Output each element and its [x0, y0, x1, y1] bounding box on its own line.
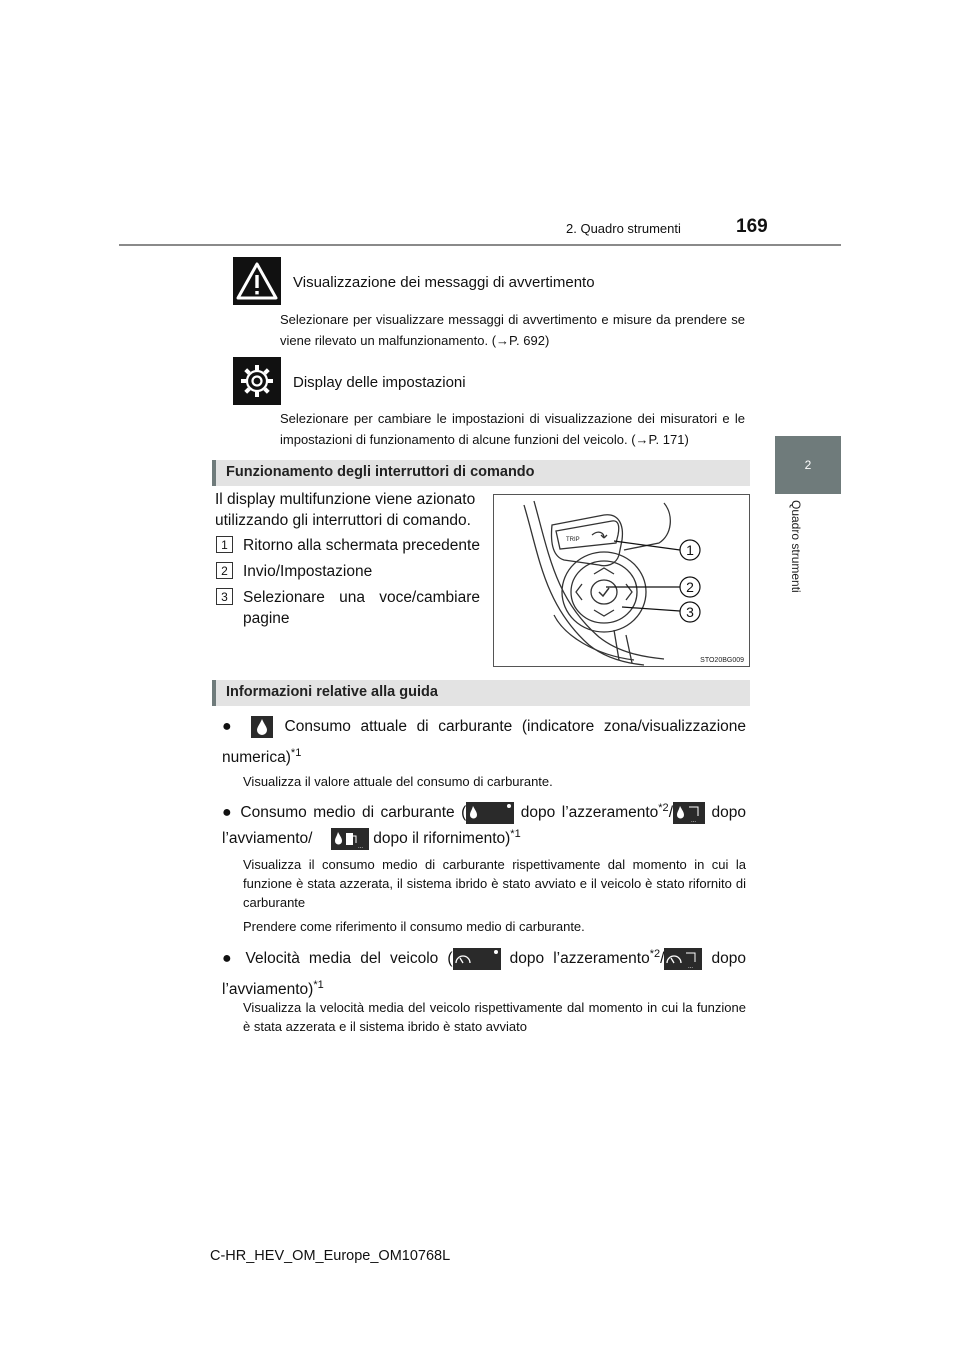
speedometer-reset-icon [453, 948, 501, 970]
control-switches-intro: Il display multifunzione viene azionato utilizzando gli interruttori di comando. [215, 491, 476, 529]
figure-callout-1: 1 [686, 542, 694, 558]
warning-triangle-icon [233, 257, 281, 305]
figure-callout-2: 2 [686, 579, 694, 595]
warning-messages-desc: Selezionare per visualizzare messaggi di avvertimento e misure da prendere se viene rilevato un malfunzionamento. (→P. 692) [280, 312, 745, 348]
settings-display-title: Display delle impostazioni [293, 374, 466, 391]
list-number-3: 3 [216, 588, 233, 605]
gear-icon [233, 357, 281, 405]
average-fuel-consumption-item: ● Consumo medio di carburante ( dopo l’azzeramento$^{*2}$/ ... dopo l’avviamento/ [222, 802, 746, 848]
svg-text:...: ... [691, 818, 697, 825]
warning-messages-title: Visualizzazione dei messaggi di avvertimento [293, 274, 595, 291]
steering-switch-figure [493, 494, 750, 667]
fuel-drop-icon [251, 716, 273, 738]
list-item-return: Ritorno alla schermata precedente [243, 537, 480, 554]
figure-trip-label: TRIP [566, 537, 580, 543]
current-fuel-consumption-item: ● Consumo attuale di carburante (indicatore zona/visualizzazione numerica)$^{*1}$ [222, 714, 746, 771]
average-speed-item: ● Velocità media del veicolo ( dopo l’azzeramento$^{*2}$/ ... dopo l’avviamento)$^{*1}$ [222, 948, 746, 999]
figure-callout-3: 3 [686, 604, 694, 620]
current-fuel-consumption-desc: Visualizza il valore attuale del consumo di carburante. [243, 774, 553, 789]
average-speed-desc: Visualizza la velocità media del veicolo rispettivamente dal momento in cui la funzione è stata azzerata e il sistema ibrido è stato avviato [243, 1000, 746, 1034]
section-heading-control-switches: Funzionamento degli interruttori di comando [212, 460, 750, 486]
bullet-icon: ● [222, 804, 234, 822]
svg-text:...: ... [358, 844, 364, 851]
settings-display-desc: Selezionare per cambiare le impostazioni di visualizzazione dei misuratori e le impostazioni di funzionamento di alcune funzioni del veicolo. (→P. 171) [280, 411, 745, 447]
list-item-enter: Invio/Impostazione [243, 563, 373, 580]
list-item-select: Selezionare una voce/cambiare pagine [243, 589, 480, 627]
chapter-side-label: Quadro strumenti [789, 500, 803, 593]
svg-text:...: ... [688, 964, 694, 971]
average-fuel-consumption-item-cont: ... dopo il rifornimento)$^{*1}$ [242, 821, 746, 852]
average-fuel-consumption-note: Prendere come riferimento il consumo medio di carburante. [243, 919, 585, 934]
header-rule [119, 244, 841, 246]
list-number-2: 2 [216, 562, 233, 579]
average-fuel-consumption-desc: Visualizza il consumo medio di carburante rispettivamente dal momento in cui la funzione è stata azzerata, il sistema ibrido è stato avviato e il veicolo è stato rifornito di carburante [243, 857, 746, 910]
list-number-1: 1 [216, 536, 233, 553]
document-code: C-HR_HEV_OM_Europe_OM10768L [210, 1248, 451, 1264]
section-heading-driving-info: Informazioni relative alla guida [212, 680, 750, 706]
bullet-icon: ● [222, 718, 237, 735]
chapter-tab[interactable]: 2 [775, 436, 841, 494]
bullet-icon: ● [222, 950, 237, 968]
fuel-drop-refuel-icon [331, 828, 369, 850]
speedometer-start-icon [664, 948, 702, 970]
header-chapter: 2. Quadro strumenti [566, 221, 681, 236]
page-number: 169 [736, 216, 768, 237]
figure-code: STO20BG009 [700, 657, 744, 664]
